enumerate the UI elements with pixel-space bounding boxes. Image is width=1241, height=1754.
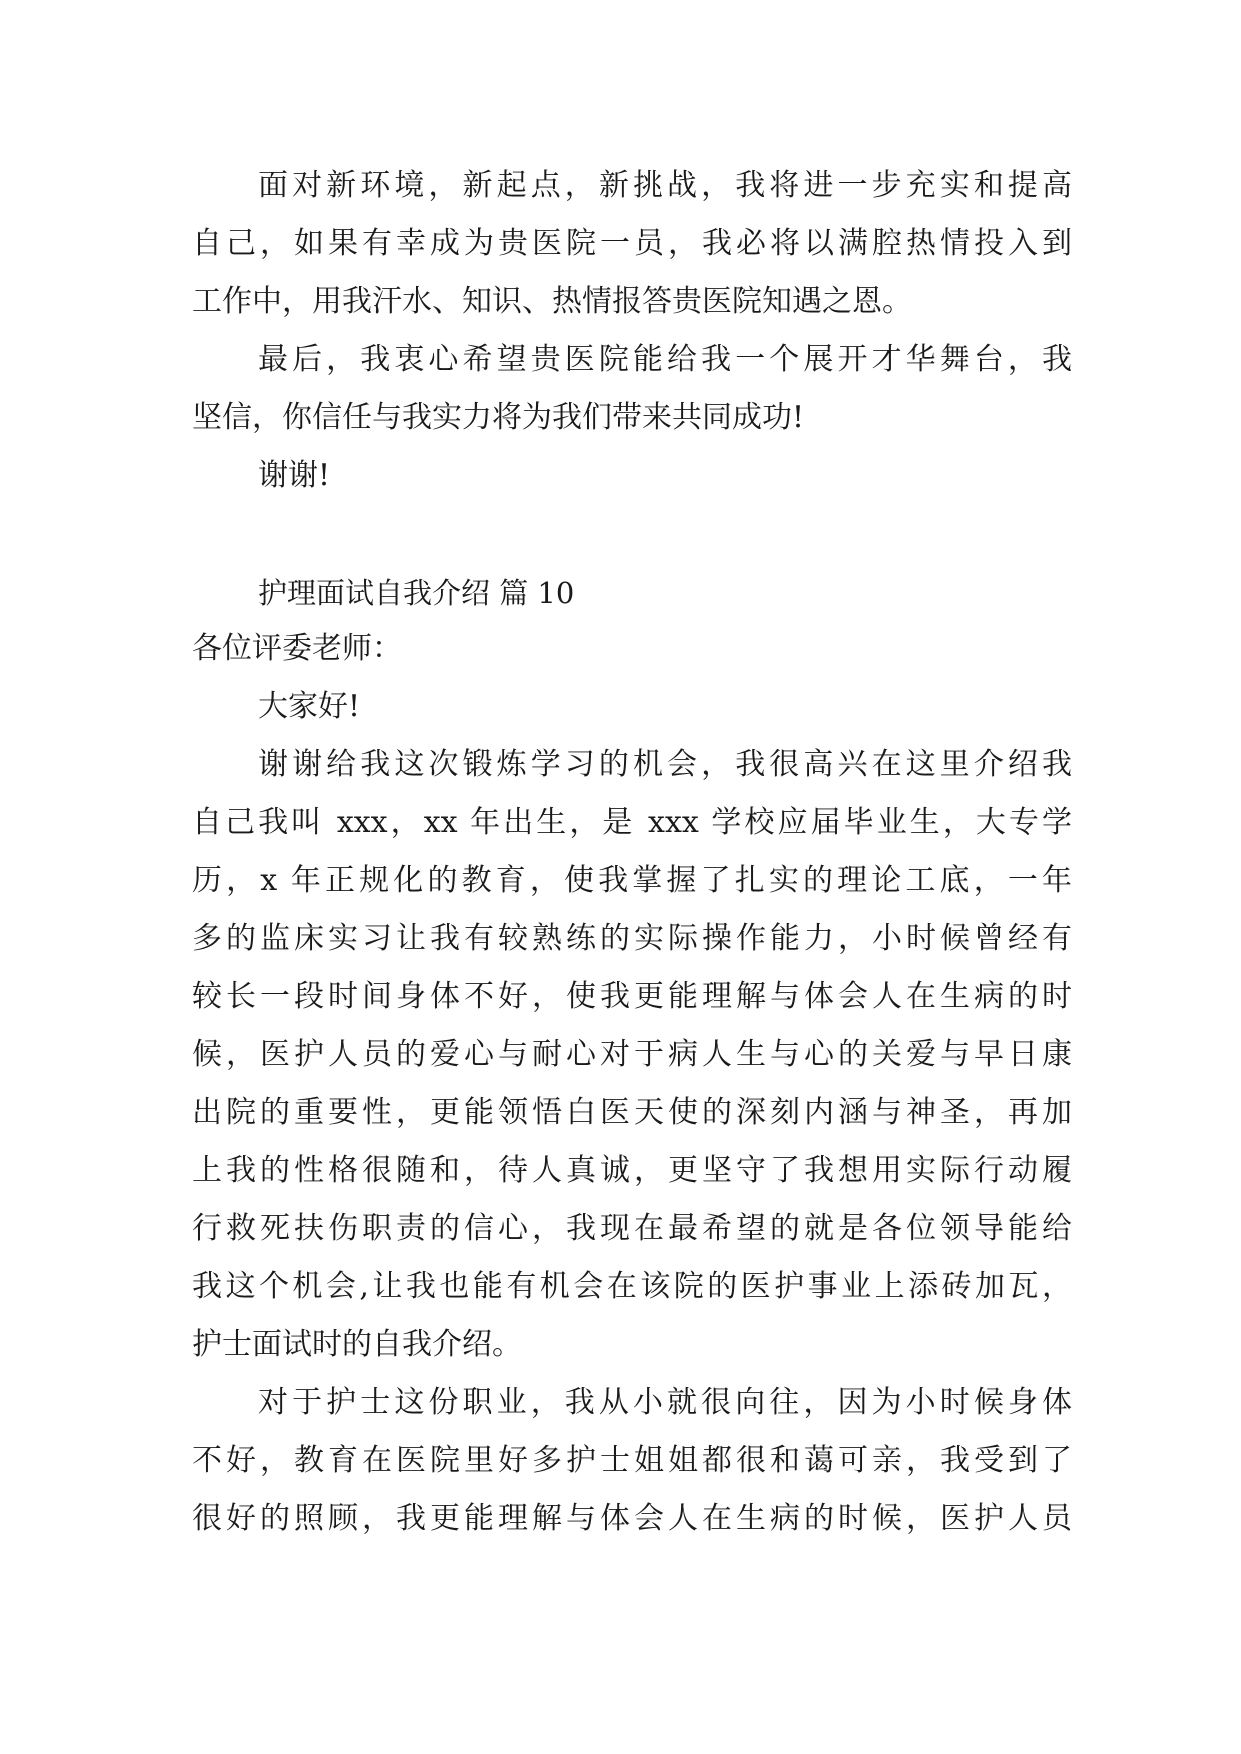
- paragraph-line: 较长一段时间身体不好，使我更能理解与体会人在生病的时: [192, 979, 1072, 1014]
- greeting: 大家好!: [258, 689, 361, 724]
- paragraph-line: 出院的重要性，更能领悟白医天使的深刻内涵与神圣，再加: [192, 1095, 1072, 1130]
- paragraph-line: 我这个机会,让我也能有机会在该院的医护事业上添砖加瓦，: [192, 1269, 1072, 1304]
- paragraph-line: 行救死扶伤职责的信心，我现在最希望的就是各位领导能给: [192, 1211, 1072, 1246]
- paragraph-line: 多的监床实习让我有较熟练的实际操作能力，小时候曾经有: [192, 921, 1072, 956]
- paragraph-line: 对于护士这份职业，我从小就很向往，因为小时候身体: [258, 1385, 1072, 1420]
- thanks-line: 谢谢!: [258, 458, 331, 493]
- paragraph-line: 自己，如果有幸成为贵医院一员，我必将以满腔热情投入到: [192, 226, 1072, 261]
- paragraph-line: 谢谢给我这次锻炼学习的机会，我很高兴在这里介绍我: [258, 747, 1072, 782]
- paragraph-line: 自己我叫 xxx，xx 年出生，是 xxx 学校应届毕业生，大专学: [192, 805, 1072, 840]
- paragraph-line: 坚信，你信任与我实力将为我们带来共同成功!: [192, 400, 805, 435]
- paragraph-line: 上我的性格很随和，待人真诚，更坚守了我想用实际行动履: [192, 1153, 1072, 1188]
- salutation: 各位评委老师：: [192, 631, 402, 666]
- section-title: 护理面试自我介绍 篇 10: [258, 576, 575, 610]
- paragraph-line: 历，x 年正规化的教育，使我掌握了扎实的理论工底，一年: [192, 863, 1072, 898]
- paragraph-line: 最后，我衷心希望贵医院能给我一个展开才华舞台，我: [258, 342, 1072, 377]
- paragraph-line: 护士面试时的自我介绍。: [192, 1327, 522, 1362]
- paragraph-line: 不好，教育在医院里好多护士姐姐都很和蔼可亲，我受到了: [192, 1443, 1072, 1478]
- paragraph-line: 候，医护人员的爱心与耐心对于病人生与心的关爱与早日康: [192, 1037, 1072, 1072]
- paragraph-line: 面对新环境，新起点，新挑战，我将进一步充实和提高: [258, 168, 1072, 203]
- paragraph-line: 很好的照顾，我更能理解与体会人在生病的时候，医护人员: [192, 1501, 1072, 1536]
- paragraph-line: 工作中，用我汗水、知识、热情报答贵医院知遇之恩。: [192, 284, 912, 319]
